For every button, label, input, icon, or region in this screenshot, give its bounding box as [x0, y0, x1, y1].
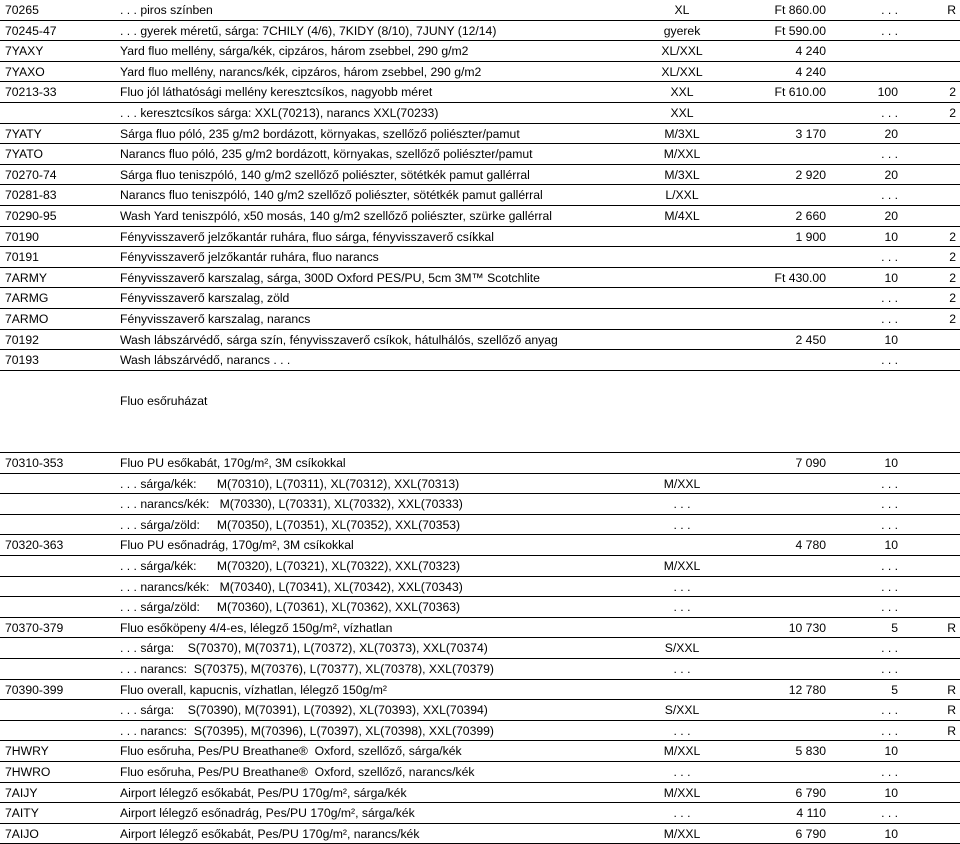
description-cell: Wash lábszárvédő, narancs . . . — [120, 353, 291, 368]
table-row — [0, 0, 960, 21]
price-cell: 2 660 — [795, 208, 826, 223]
table-row — [0, 206, 960, 227]
size-cell: XXL — [670, 105, 694, 120]
table-row — [0, 618, 960, 639]
table-row — [0, 288, 960, 309]
table-row — [0, 103, 960, 124]
code-cell — [5, 721, 115, 741]
code-cell: 7AIJY — [5, 785, 38, 800]
quantity-cell — [826, 41, 898, 61]
flag-cell: R — [947, 620, 956, 635]
description-cell: Fényvisszaverő karszalag, sárga, 300D Oxford PES/PU, 5cm 3M™ Scotchlite — [120, 270, 540, 285]
quantity-cell: . . . — [881, 353, 898, 368]
description-cell: Fényvisszaverő karszalag, zöld — [120, 291, 290, 306]
code-cell — [5, 515, 115, 535]
code-cell: 7YATY — [5, 126, 42, 141]
quantity-cell: 10 — [884, 785, 898, 800]
code-cell — [5, 412, 115, 433]
flag-cell — [900, 638, 960, 658]
price-cell — [700, 721, 826, 741]
size-cell: M/4XL — [664, 208, 700, 223]
code-cell: 70193 — [5, 353, 39, 368]
flag-cell: 2 — [949, 105, 956, 120]
table-row — [0, 762, 960, 783]
code-cell: 70281-83 — [5, 188, 57, 203]
price-cell — [700, 474, 826, 494]
flag-cell — [900, 453, 960, 473]
description-cell: . . . narancs: S(70375), M(70376), L(70377), XL(70378), XXL(70379) — [120, 662, 494, 676]
flag-cell: 2 — [949, 291, 956, 306]
quantity-cell: . . . — [881, 3, 898, 17]
code-cell: 7HWRO — [5, 764, 51, 779]
table-row — [0, 330, 960, 351]
flag-cell: R — [947, 703, 956, 718]
description-cell: Fluo esőköpeny 4/4-es, lélegző 150g/m², vízhatlan — [120, 620, 393, 635]
quantity-cell: . . . — [881, 291, 898, 306]
description-cell: Narancs fluo póló, 235 g/m2 bordázott, környakas, szellőző poliészter/pamut — [120, 147, 533, 162]
code-cell — [5, 700, 115, 720]
description-cell — [120, 371, 595, 392]
quantity-cell: . . . — [881, 105, 898, 120]
description-cell: . . . sárga/zöld: M(70350), L(70351), XL(70352), XXL(70353) — [120, 517, 461, 532]
table-row — [0, 824, 960, 844]
quantity-cell: . . . — [881, 641, 898, 656]
flag-cell — [900, 741, 960, 761]
price-cell: 4 780 — [795, 538, 826, 553]
table-row — [0, 82, 960, 103]
flag-cell: R — [947, 682, 956, 697]
flag-cell — [900, 165, 960, 185]
flag-cell — [900, 124, 960, 144]
code-cell: 7AITY — [5, 806, 39, 821]
quantity-cell: . . . — [881, 476, 898, 491]
description-cell: . . . piros színben — [120, 3, 213, 17]
table-row — [0, 41, 960, 62]
flag-cell — [900, 515, 960, 535]
code-cell: 70370-379 — [5, 620, 64, 635]
flag-cell — [900, 824, 960, 844]
description-cell: Fényvisszaverő jelzőkantár ruhára, fluo narancs — [120, 250, 379, 265]
table-row — [0, 21, 960, 42]
size-cell: . . . — [673, 723, 691, 738]
size-cell: . . . — [673, 497, 691, 512]
price-cell — [700, 391, 826, 412]
table-row — [0, 577, 960, 598]
quantity-cell: . . . — [881, 497, 898, 512]
price-cell — [700, 247, 826, 267]
code-cell: 70245-47 — [5, 23, 57, 38]
price-cell — [700, 494, 826, 514]
table-row — [0, 659, 960, 680]
flag-cell: 2 — [949, 270, 956, 285]
size-cell: M/XXL — [663, 476, 701, 491]
code-cell: 7YAXY — [5, 44, 44, 59]
size-cell: gyerek — [663, 23, 701, 38]
code-cell: 70390-399 — [5, 682, 64, 697]
code-cell — [5, 494, 115, 514]
description-cell: Sárga fluo póló, 235 g/m2 bordázott, környakas, szellőző poliészter/pamut — [120, 126, 520, 141]
price-cell: 4 240 — [795, 44, 826, 59]
size-cell: S/XXL — [664, 703, 700, 718]
table-row — [0, 721, 960, 742]
size-cell: . . . — [673, 600, 691, 615]
flag-cell — [900, 41, 960, 61]
code-cell — [5, 432, 115, 452]
size-cell: M/3XL — [664, 167, 700, 182]
flag-cell: 2 — [949, 85, 956, 100]
quantity-cell: . . . — [881, 600, 898, 615]
table-row — [0, 556, 960, 577]
code-cell — [5, 371, 115, 392]
code-cell — [5, 474, 115, 494]
table-row — [0, 432, 960, 453]
flag-cell — [900, 659, 960, 679]
code-cell: 7ARMY — [5, 270, 47, 285]
table-row — [0, 247, 960, 268]
price-cell: 6 790 — [795, 785, 826, 800]
quantity-cell: 10 — [884, 826, 898, 841]
flag-cell — [900, 144, 960, 164]
quantity-cell: . . . — [881, 806, 898, 821]
price-cell: Ft 430.00 — [774, 270, 826, 285]
description-cell: Airport lélegző esőkabát, Pes/PU 170g/m², narancs/kék — [120, 826, 420, 841]
description-cell: Fényvisszaverő karszalag, narancs — [120, 311, 311, 326]
price-cell — [700, 577, 826, 597]
code-cell: 70310-353 — [5, 456, 64, 471]
price-cell — [700, 556, 826, 576]
flag-cell — [900, 391, 960, 412]
size-cell: M/XXL — [663, 744, 701, 759]
price-cell: 1 900 — [795, 229, 826, 244]
description-cell: Airport lélegző esőnadrág, Pes/PU 170g/m², sárga/kék — [120, 806, 415, 821]
size-cell: M/XXL — [663, 785, 701, 800]
table-row — [0, 185, 960, 206]
price-cell — [700, 185, 826, 205]
code-cell: 7YAXO — [5, 64, 45, 79]
description-cell — [120, 412, 595, 433]
code-cell: 70191 — [5, 250, 39, 265]
price-cell: 12 780 — [788, 682, 826, 697]
description-cell: Fluo jól láthatósági mellény keresztcsíkos, nagyobb méret — [120, 85, 433, 100]
price-cell — [700, 700, 826, 720]
description-cell: Wash lábszárvédő, sárga szín, fényvisszaverő csíkok, hátulhálós, szellőző anyag — [120, 332, 558, 347]
quantity-cell: 10 — [884, 270, 898, 285]
price-cell — [700, 288, 826, 308]
code-cell — [5, 577, 115, 597]
price-cell: Ft 590.00 — [774, 23, 826, 38]
quantity-cell: . . . — [881, 23, 898, 38]
description-cell: Yard fluo mellény, narancs/kék, cipzáros, három zsebbel, 290 g/m2 — [120, 64, 482, 79]
table-row — [0, 453, 960, 474]
description-cell: Sárga fluo teniszpóló, 140 g/m2 szellőző poliészter, sötétkék pamut gallérral — [120, 167, 530, 182]
flag-cell — [900, 535, 960, 555]
quantity-cell: 20 — [884, 208, 898, 223]
quantity-cell — [826, 432, 898, 452]
price-cell — [700, 350, 826, 370]
price-cell — [700, 597, 826, 617]
flag-cell — [900, 762, 960, 782]
price-cell — [700, 371, 826, 392]
description-cell: Airport lélegző esőkabát, Pes/PU 170g/m², sárga/kék — [120, 785, 407, 800]
table-row — [0, 494, 960, 515]
price-cell — [700, 144, 826, 164]
code-cell: 7ARMO — [5, 311, 49, 326]
flag-cell — [900, 185, 960, 205]
price-cell — [700, 515, 826, 535]
description-cell: Fluo esőruha, Pes/PU Breathane® Oxford, szellőző, sárga/kék — [120, 744, 462, 759]
flag-cell — [900, 371, 960, 392]
flag-cell: R — [947, 723, 956, 738]
code-cell: 70265 — [5, 3, 39, 17]
table-row — [0, 227, 960, 248]
flag-cell — [900, 412, 960, 433]
code-cell: 70192 — [5, 332, 39, 347]
price-cell — [700, 432, 826, 452]
quantity-cell: . . . — [881, 723, 898, 738]
flag-cell — [900, 597, 960, 617]
description-cell — [120, 432, 595, 452]
quantity-cell: 100 — [877, 85, 898, 100]
description-cell: Fluo esőruházat — [120, 394, 208, 409]
flag-cell: 2 — [949, 229, 956, 244]
description-cell: . . . sárga: S(70390), M(70391), L(70392), XL(70393), XXL(70394) — [120, 703, 488, 718]
price-cell — [700, 659, 826, 679]
flag-cell — [900, 62, 960, 82]
description-cell: Fluo esőruha, Pes/PU Breathane® Oxford, szellőző, narancs/kék — [120, 764, 475, 779]
quantity-cell: 10 — [884, 229, 898, 244]
quantity-cell: . . . — [881, 764, 898, 779]
price-cell: 7 090 — [795, 456, 826, 471]
size-cell: . . . — [673, 662, 691, 676]
flag-cell — [900, 803, 960, 823]
flag-cell — [900, 783, 960, 803]
description-cell: . . . sárga: S(70370), M(70371), L(70372), XL(70373), XXL(70374) — [120, 641, 488, 656]
code-cell: 70190 — [5, 229, 39, 244]
price-cell: 2 450 — [795, 332, 826, 347]
table-row — [0, 597, 960, 618]
table-row — [0, 62, 960, 83]
description-cell: . . . sárga/zöld: M(70360), L(70361), XL(70362), XXL(70363) — [120, 600, 461, 615]
flag-cell: 2 — [949, 250, 956, 265]
price-cell: 2 920 — [795, 167, 826, 182]
table-row — [0, 680, 960, 701]
code-cell: 70320-363 — [5, 538, 64, 553]
table-row — [0, 535, 960, 556]
code-cell: 70213-33 — [5, 85, 57, 100]
table-row — [0, 783, 960, 804]
size-cell: . . . — [673, 579, 691, 594]
table-row — [0, 371, 960, 392]
code-cell: 7ARMG — [5, 291, 49, 306]
description-cell: . . . narancs/kék: M(70330), L(70331), XL(70332), XXL(70333) — [120, 497, 463, 512]
size-cell: M/XXL — [663, 826, 701, 841]
quantity-cell — [826, 391, 898, 412]
code-cell — [5, 659, 115, 679]
quantity-cell: . . . — [881, 517, 898, 532]
size-cell: . . . — [673, 764, 691, 779]
code-cell — [5, 638, 115, 658]
description-cell: Fluo overall, kapucnis, vízhatlan, lélegző 150g/m² — [120, 682, 387, 697]
table-row — [0, 515, 960, 536]
description-cell: Fluo PU esőkabát, 170g/m², 3M csíkokkal — [120, 456, 346, 471]
quantity-cell: 20 — [884, 167, 898, 182]
description-cell: Narancs fluo teniszpóló, 140 g/m2 szellőző poliészter, sötétkék pamut gallérral — [120, 188, 543, 203]
description-cell: Fluo PU esőnadrág, 170g/m², 3M csíkokkal — [120, 538, 354, 553]
size-cell: XL — [674, 3, 690, 17]
size-cell: M/XXL — [663, 559, 701, 574]
description-cell: . . . keresztcsíkos sárga: XXL(70213), narancs XXL(70233) — [120, 105, 439, 120]
quantity-cell: 5 — [891, 620, 898, 635]
price-cell — [700, 309, 826, 329]
code-cell: 7HWRY — [5, 744, 49, 759]
section-heading-row — [0, 391, 960, 412]
size-cell: M/3XL — [664, 126, 700, 141]
table-row — [0, 803, 960, 824]
price-cell — [700, 412, 826, 433]
quantity-cell: 10 — [884, 744, 898, 759]
description-cell: Fényvisszaverő jelzőkantár ruhára, fluo sárga, fényvisszaverő csíkkal — [120, 229, 494, 244]
table-row — [0, 268, 960, 289]
quantity-cell: . . . — [881, 579, 898, 594]
description-cell: . . . narancs: S(70395), M(70396), L(70397), XL(70398), XXL(70399) — [120, 723, 494, 738]
size-cell: . . . — [673, 517, 691, 532]
quantity-cell: . . . — [881, 147, 898, 162]
table-row — [0, 165, 960, 186]
flag-cell: R — [947, 3, 956, 17]
code-cell — [5, 556, 115, 576]
quantity-cell: 20 — [884, 126, 898, 141]
price-cell — [700, 762, 826, 782]
price-cell: Ft 610.00 — [774, 85, 826, 100]
quantity-cell — [826, 62, 898, 82]
table-row — [0, 638, 960, 659]
code-cell: 7YATO — [5, 147, 43, 162]
price-cell: 3 170 — [795, 126, 826, 141]
quantity-cell: 5 — [891, 682, 898, 697]
quantity-cell: 10 — [884, 538, 898, 553]
quantity-cell: 10 — [884, 332, 898, 347]
description-cell: Wash Yard teniszpóló, x50 mosás, 140 g/m2 szellőző poliészter, szürke gallérral — [120, 208, 552, 223]
quantity-cell: . . . — [881, 250, 898, 265]
price-cell: 6 790 — [795, 826, 826, 841]
description-cell: . . . gyerek méretű, sárga: 7CHILY (4/6), 7KIDY (8/10), 7JUNY (12/14) — [120, 23, 497, 38]
price-cell — [700, 638, 826, 658]
size-cell: XXL — [670, 85, 694, 100]
description-cell: . . . sárga/kék: M(70310), L(70311), XL(70312), XXL(70313) — [120, 476, 460, 491]
size-cell: XL/XXL — [661, 44, 703, 59]
table-row — [0, 741, 960, 762]
flag-cell — [900, 330, 960, 350]
flag-cell — [900, 206, 960, 226]
price-cell: 4 110 — [796, 806, 826, 821]
table-row — [0, 474, 960, 495]
price-cell: 5 830 — [795, 744, 826, 759]
price-cell: Ft 860.00 — [774, 3, 826, 17]
table-row — [0, 144, 960, 165]
table-row — [0, 350, 960, 371]
code-cell — [5, 391, 115, 412]
flag-cell — [900, 432, 960, 452]
price-cell: 4 240 — [795, 64, 826, 79]
flag-cell — [900, 350, 960, 370]
quantity-cell: . . . — [881, 703, 898, 718]
flag-cell — [900, 577, 960, 597]
table-row — [0, 309, 960, 330]
size-cell: S/XXL — [664, 641, 700, 656]
price-cell: 10 730 — [788, 620, 826, 635]
quantity-cell — [826, 371, 898, 392]
size-cell: XL/XXL — [661, 64, 703, 79]
quantity-cell: . . . — [881, 559, 898, 574]
description-cell: Yard fluo mellény, sárga/kék, cipzáros, három zsebbel, 290 g/m2 — [120, 44, 469, 59]
flag-cell — [900, 494, 960, 514]
size-cell: M/XXL — [663, 147, 701, 162]
flag-cell — [900, 21, 960, 41]
quantity-cell: . . . — [881, 662, 898, 676]
description-cell: . . . narancs/kék: M(70340), L(70341), XL(70342), XXL(70343) — [120, 579, 463, 594]
flag-cell: 2 — [949, 311, 956, 326]
code-cell: 70270-74 — [5, 167, 57, 182]
description-cell: . . . sárga/kék: M(70320), L(70321), XL(70322), XXL(70323) — [120, 559, 461, 574]
quantity-cell: 10 — [884, 456, 898, 471]
quantity-cell — [826, 412, 898, 433]
code-cell: 7AIJO — [5, 826, 39, 841]
quantity-cell: . . . — [881, 188, 898, 203]
code-cell: 70290-95 — [5, 208, 57, 223]
flag-cell — [900, 474, 960, 494]
size-cell: L/XXL — [665, 188, 699, 203]
flag-cell — [900, 556, 960, 576]
table-row — [0, 412, 960, 433]
code-cell — [5, 597, 115, 617]
size-cell: . . . — [673, 806, 691, 821]
table-row — [0, 124, 960, 145]
code-cell — [5, 103, 115, 123]
price-cell — [700, 103, 826, 123]
quantity-cell: . . . — [881, 311, 898, 326]
